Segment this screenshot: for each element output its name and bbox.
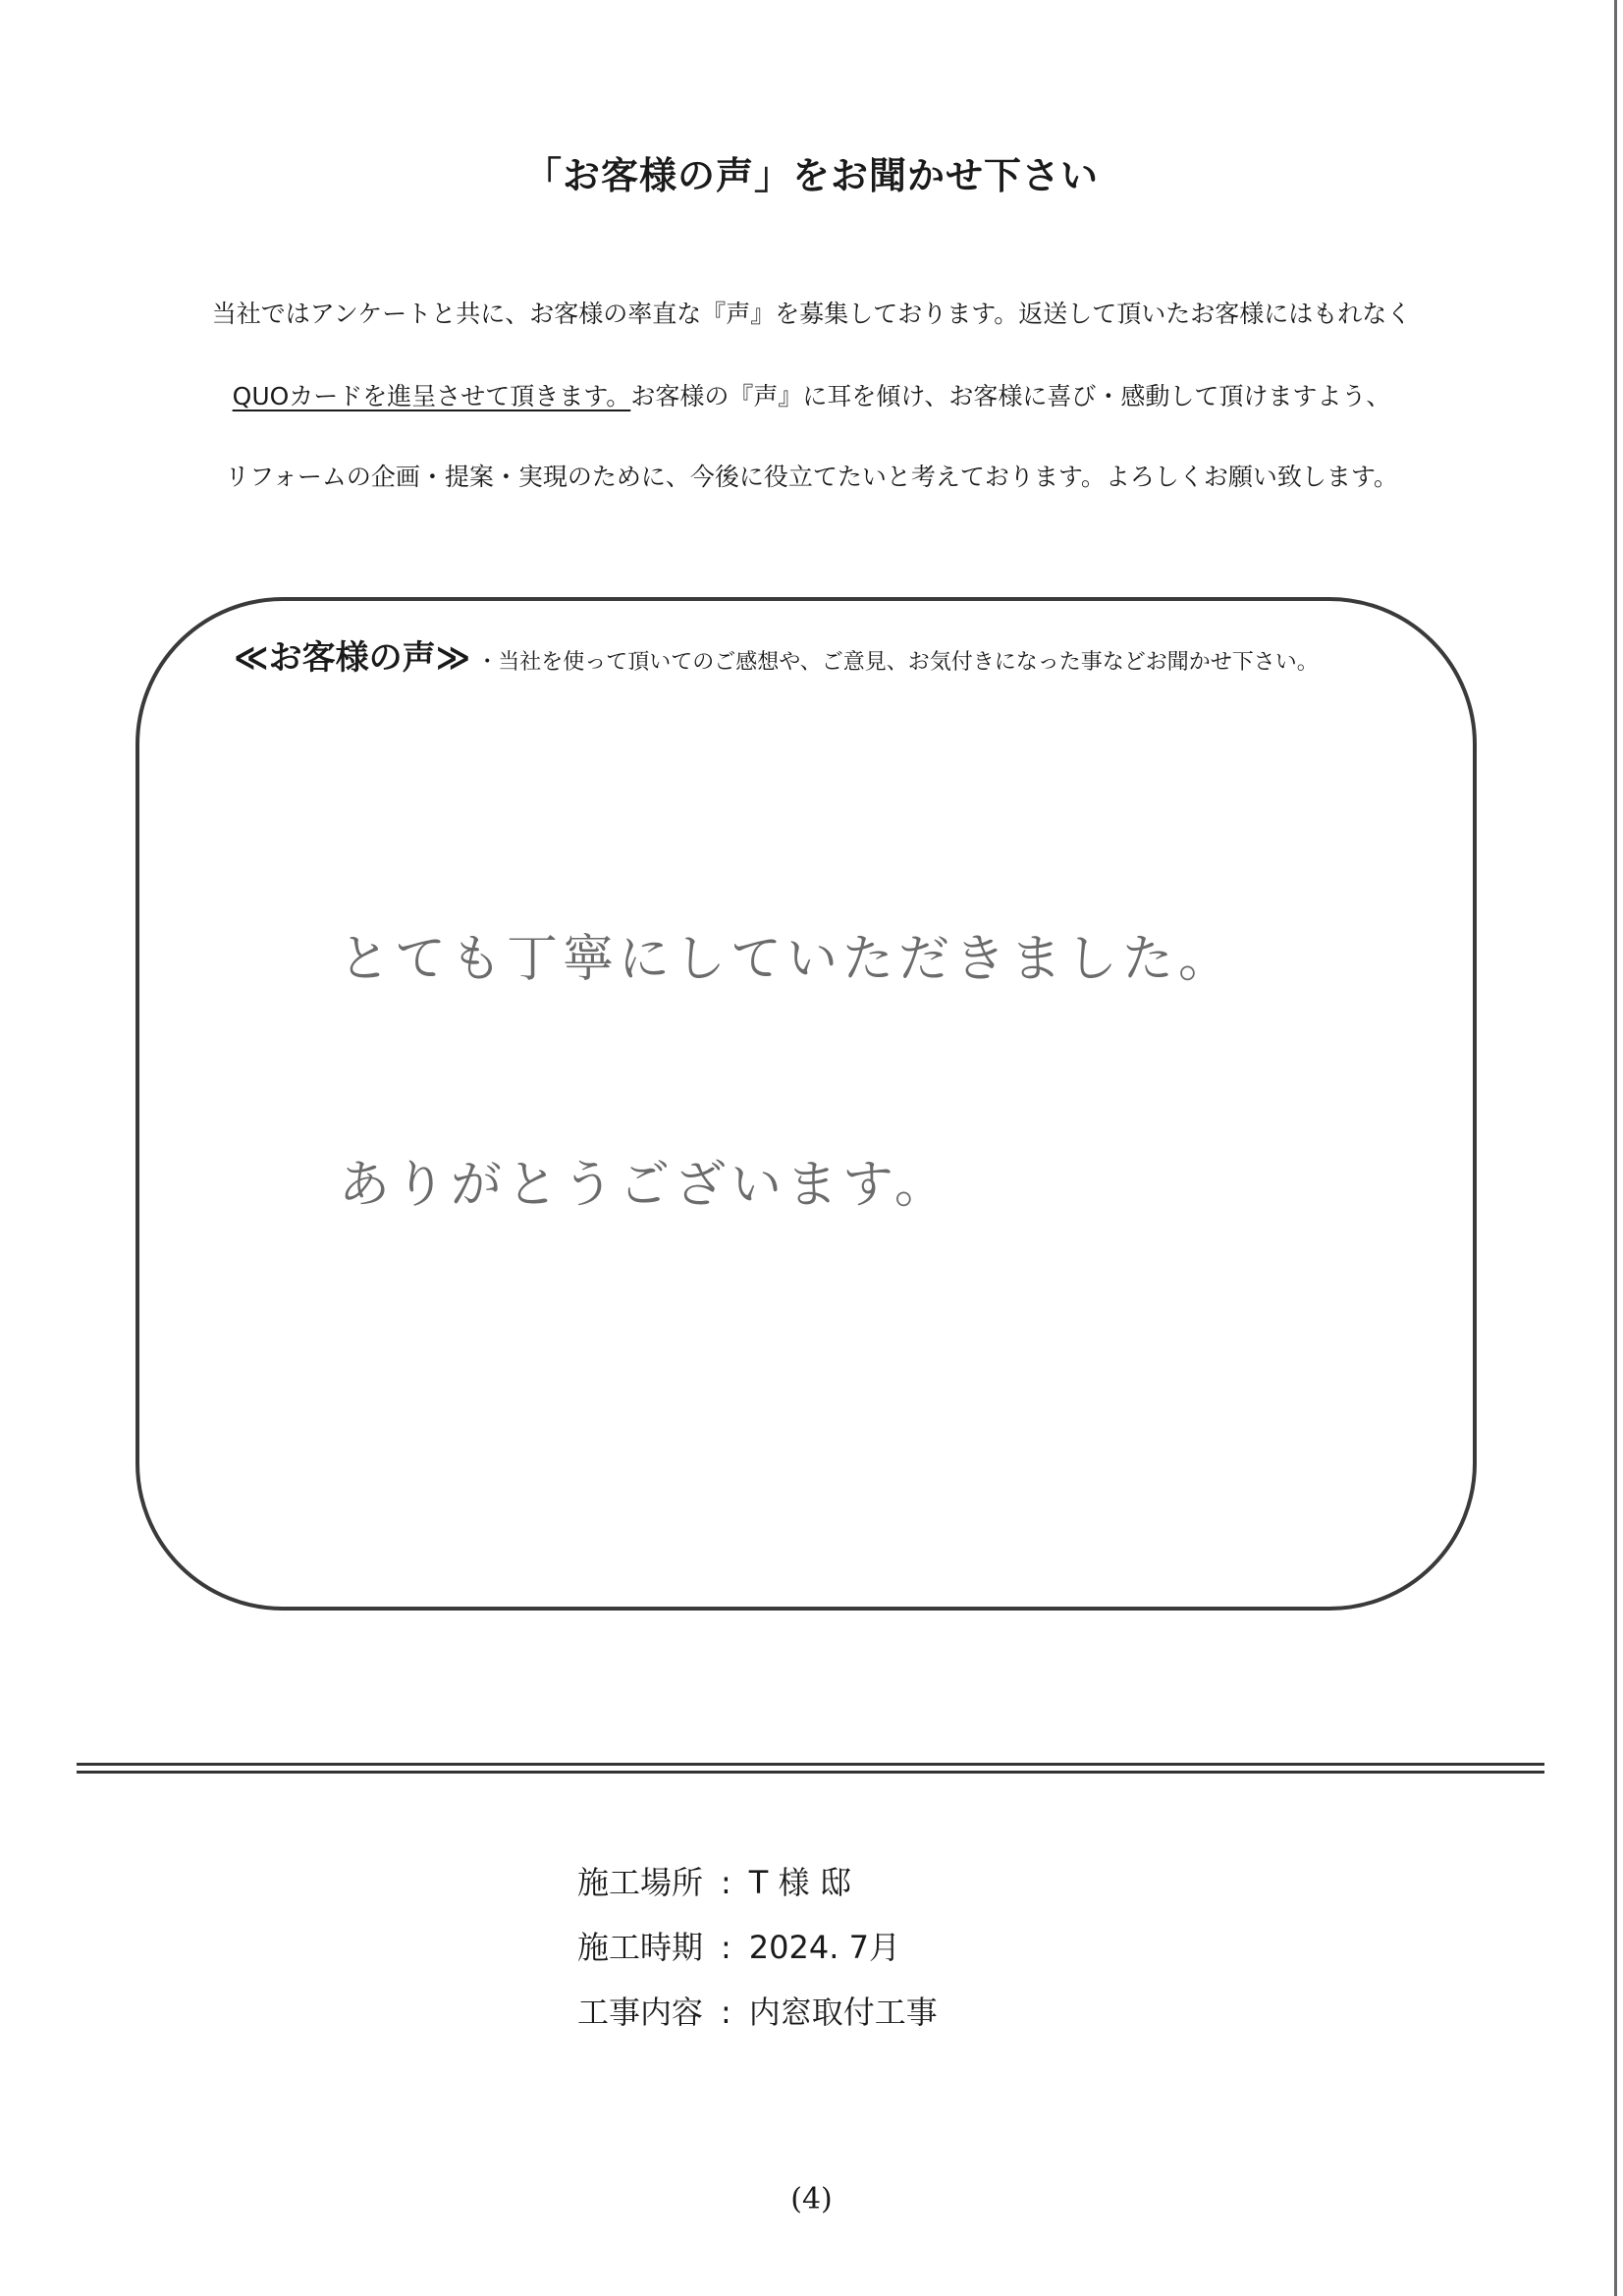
period-value: 2024. 7月: [748, 1929, 900, 1966]
double-divider-top: [77, 1763, 1544, 1766]
separator: :: [721, 1929, 731, 1966]
quo-card-offer: QUOカードを進呈させて頂きます。: [232, 382, 631, 410]
handwritten-comment-line-2: ありがとうございます。: [339, 1156, 950, 1215]
location-label: 施工場所: [577, 1864, 704, 1901]
page-number: (4): [790, 2182, 833, 2216]
handwritten-comment-line-1: とても丁寧にしていただきました。: [339, 930, 1235, 989]
location-value: T 様 邸: [748, 1864, 851, 1901]
customer-voice-box: [135, 597, 1477, 1611]
voice-box-title: ≪お客様の声≫: [234, 638, 471, 678]
info-location: [577, 1858, 851, 1903]
double-divider-bottom: [77, 1771, 1544, 1774]
intro-line-1: 当社ではアンケートと共に、お客様の率直な『声』を募集しております。返送して頂いたお客様にはもれなく: [211, 300, 1412, 328]
content-label: 工事内容: [577, 1994, 704, 2031]
intro-line-2-rest: お客様の『声』に耳を傾け、お客様に喜び・感動して頂けますよう、: [630, 382, 1391, 410]
intro-line-3: リフォームの企画・提案・実現のために、今後に役立てたいと考えております。よろしくお願い致します。: [225, 463, 1398, 491]
info-content: [577, 1988, 938, 2033]
period-label: 施工時期: [577, 1929, 704, 1966]
voice-box-subtitle: ・当社を使って頂いてのご感想や、ご意見、お気付きになった事などお聞かせ下さい。: [476, 650, 1319, 675]
separator: :: [721, 1994, 731, 2031]
intro-line-2: [0, 377, 1623, 412]
page-title: 「お客様の声」をお聞かせ下さい: [523, 154, 1099, 197]
info-period: [577, 1923, 900, 1968]
page-edge-line: [1614, 0, 1617, 2296]
separator: :: [721, 1864, 731, 1901]
content-value: 内窓取付工事: [748, 1994, 938, 2031]
voice-box-header: [234, 630, 1319, 679]
